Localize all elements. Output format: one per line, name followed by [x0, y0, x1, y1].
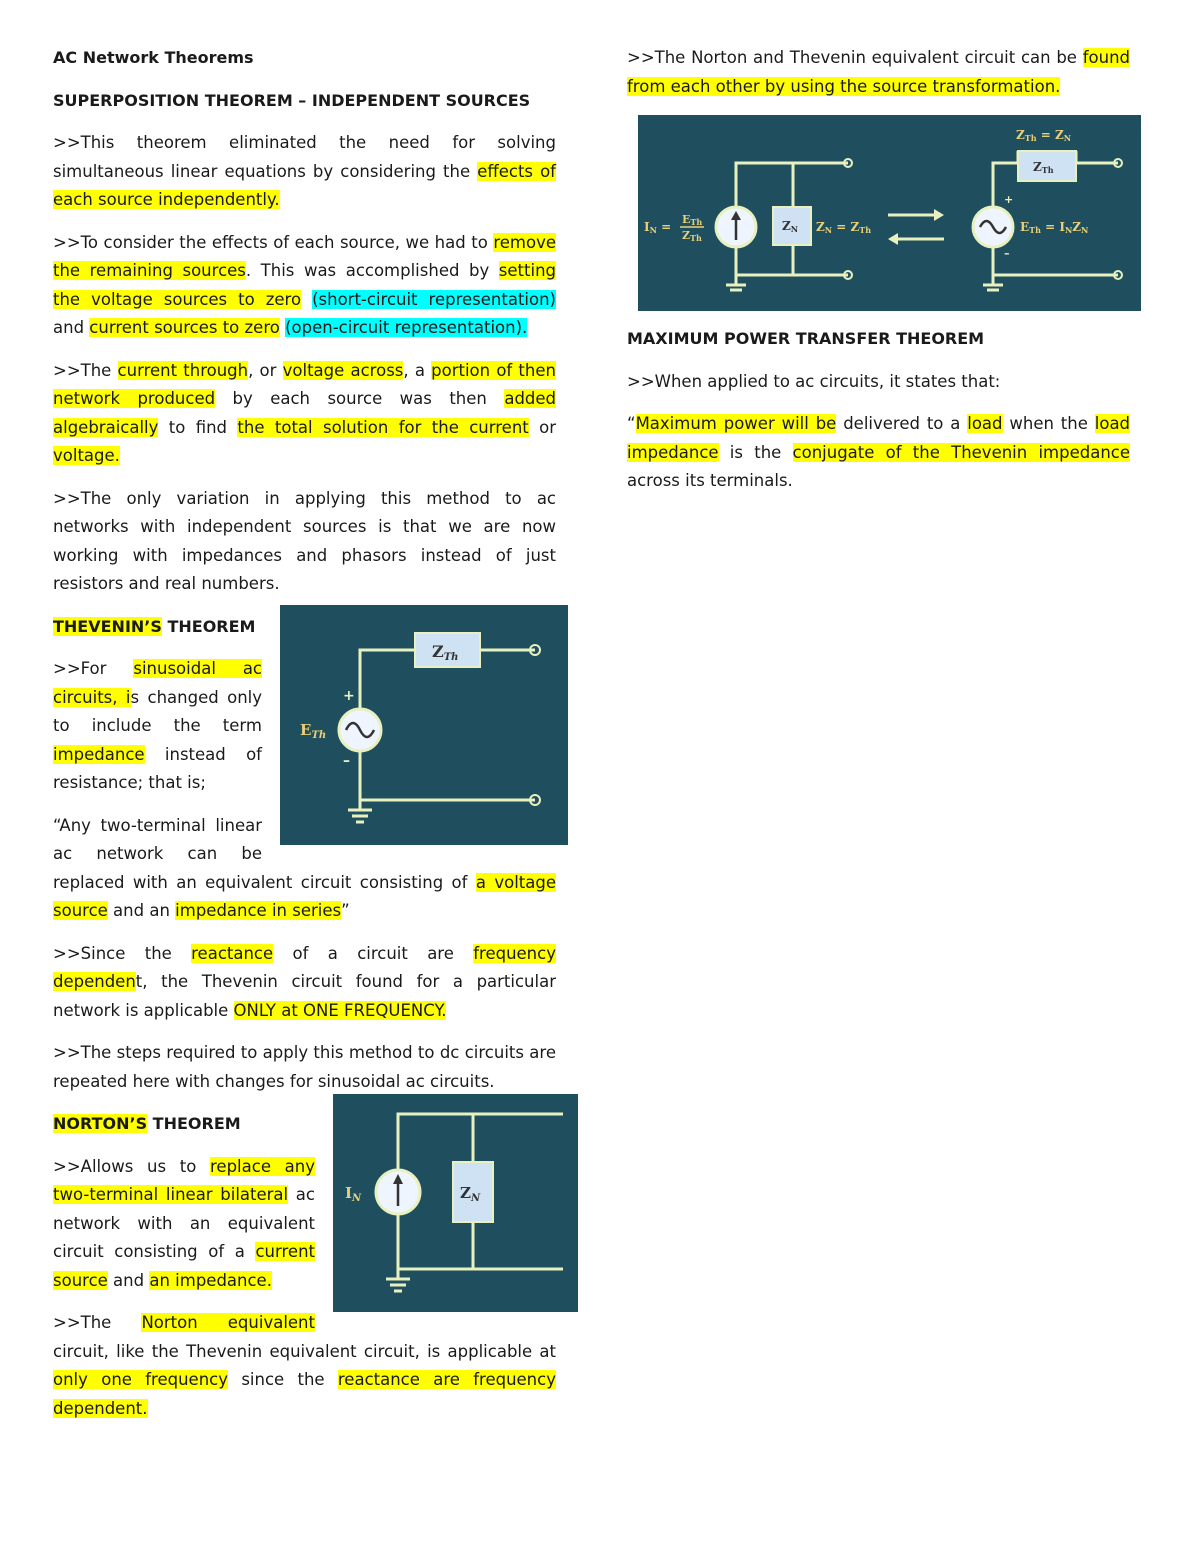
eth-label: $E_{Th}$ — [300, 720, 327, 741]
source-transformation-diagram — [638, 115, 1141, 311]
highlighted-text: NORTON’S — [53, 1114, 148, 1133]
svg-text:ETh: ETh — [682, 213, 703, 227]
text-run: and an — [107, 901, 176, 920]
document-title: AC Network Theorems — [53, 48, 254, 67]
superposition-paragraph-3 — [53, 357, 556, 471]
text-run: >>This theorem eliminated the need for solving simultaneous linear equations by considering the — [53, 133, 556, 181]
highlighted-text: an impedance. — [149, 1270, 272, 1290]
superposition-heading: SUPERPOSITION THEOREM – INDEPENDENT SOURCES — [53, 90, 531, 110]
highlighted-text: (open-circuit representation). — [285, 318, 528, 337]
zth-label: ZTh — [432, 641, 459, 663]
highlighted-text: only one frequency — [53, 1370, 228, 1389]
text-run: >>The — [53, 1313, 142, 1332]
minus-sign: – — [343, 752, 350, 769]
text-run: >>The steps required to apply this method to dc circuits are repeated here with changes for sinusoidal ac circuits. — [53, 1043, 556, 1091]
source-transform-paragraph — [627, 44, 1130, 101]
text-run — [301, 290, 312, 309]
max-power-paragraph-1 — [627, 368, 1130, 397]
left-column — [53, 44, 556, 1437]
text-run: or — [528, 417, 557, 437]
norton-paragraph-2 — [53, 1309, 556, 1423]
highlighted-text: added algebraically — [53, 389, 557, 437]
text-run: “Any two-terminal linear ac network can be replaced with an equivalent circuit consisting of — [53, 815, 476, 892]
highlighted-text: impedance in series — [175, 901, 342, 920]
highlighted-text: setting the voltage sources to zero — [53, 261, 556, 309]
text-run: >>The only variation in applying this method to ac networks with independent sources is that we are now working with impedances and phasors instead of just resistors and real numbers. — [53, 488, 556, 593]
thevenin-paragraph-3 — [53, 940, 556, 1026]
highlighted-text: load impedance — [627, 414, 1131, 462]
text-run: to find — [158, 417, 238, 437]
highlighted-text: effects of each source independently. — [53, 161, 556, 209]
zn-equals-zth-label: ZN = ZTh — [816, 220, 872, 235]
text-run: since the — [228, 1370, 338, 1389]
highlighted-text: current sources to zero — [89, 318, 280, 337]
text-run: . This was accomplished by — [245, 261, 499, 280]
highlighted-text: ONLY at ONE FREQUENCY. — [233, 1000, 447, 1020]
highlighted-text: impedance — [53, 744, 145, 764]
transform-arrows-icon — [888, 209, 944, 245]
highlighted-text: replace any two-terminal linear bilateral — [53, 1156, 315, 1204]
text-run: >>The — [53, 360, 118, 380]
highlighted-text: voltage. — [53, 446, 120, 465]
text-run: circuit, like the Thevenin equivalent circuit, is applicable at — [53, 1341, 556, 1361]
text-run: >>To consider the effects of each source, we had to — [53, 232, 494, 252]
text-run: and — [107, 1270, 150, 1290]
thevenin-section — [53, 613, 556, 1097]
text-run: “ — [627, 414, 636, 433]
norton-figure — [333, 1094, 578, 1312]
highlighted-text: Maximum power will be — [635, 414, 837, 433]
highlighted-text: load — [967, 414, 1003, 433]
text-run: >>Since the — [53, 943, 192, 963]
highlighted-text: sinusoidal ac circuits, i — [53, 659, 262, 707]
highlighted-text: frequency dependen — [53, 943, 556, 991]
text-run: THEOREM — [161, 616, 256, 636]
highlighted-text: conjugate of the Thevenin impedance — [792, 442, 1131, 462]
highlighted-text: Norton equivalent — [141, 1313, 315, 1332]
text-run: >>Allows us to — [53, 1156, 210, 1176]
highlighted-text: reactance — [191, 943, 274, 963]
thevenin-figure — [280, 605, 568, 845]
highlighted-text: found from each other by using the source transformation. — [627, 48, 1130, 96]
text-run: across its terminals. — [627, 471, 793, 490]
highlighted-text: THEVENIN’S — [53, 616, 162, 636]
text-run: instead of resistance; that is; — [53, 744, 262, 792]
text-run: , a — [403, 360, 432, 380]
norton-circuit-diagram — [333, 1094, 578, 1312]
text-run: s changed only to include the term — [53, 687, 262, 735]
highlighted-text: current source — [53, 1242, 315, 1290]
thevenin-paragraph-4 — [53, 1039, 556, 1096]
text-run: t, the Thevenin circuit found for a particular network is applicable — [53, 972, 556, 1020]
text-run: >>When applied to ac circuits, it states that: — [627, 371, 1001, 391]
text-run: ac network with an equivalent circuit consisting of a — [53, 1185, 315, 1261]
text-run: ” — [341, 901, 350, 920]
highlighted-text: voltage across — [282, 360, 404, 380]
text-run: >>For — [53, 659, 134, 678]
norton-section — [53, 1110, 556, 1423]
svg-text:ZN: ZN — [782, 219, 799, 234]
svg-text:ZTh: ZTh — [682, 229, 702, 243]
svg-text:+: + — [1004, 193, 1014, 206]
right-column — [627, 44, 1130, 510]
highlighted-text: portion of then network produced — [53, 360, 556, 408]
in-label: $I_N$ — [345, 1184, 362, 1204]
thevenin-circuit-diagram — [280, 605, 568, 845]
superposition-paragraph-2 — [53, 229, 556, 343]
text-run: is the — [718, 442, 793, 462]
superposition-paragraph-1 — [53, 129, 556, 215]
text-run: delivered to a — [836, 414, 968, 433]
text-run: , or — [248, 360, 283, 380]
max-power-paragraph-2 — [627, 410, 1130, 496]
source-transform-figure — [638, 115, 1141, 311]
plus-sign: + — [343, 687, 355, 704]
highlighted-text: current through — [117, 360, 249, 380]
svg-text:–: – — [1004, 247, 1010, 260]
highlighted-text: reactance are frequency dependent. — [53, 1370, 556, 1418]
superposition-paragraph-4 — [53, 485, 556, 599]
text-run: by each source was then — [215, 389, 505, 408]
text-run: and — [53, 318, 90, 337]
zn-label: $Z_N$ — [460, 1184, 481, 1204]
zn-box — [453, 1162, 493, 1222]
text-run: of a circuit are — [273, 943, 474, 963]
text-run: when the — [1002, 414, 1095, 433]
highlighted-text: the total solution for the current — [237, 417, 529, 437]
highlighted-text: remove the remaining sources — [53, 232, 556, 280]
zth-equals-zn-label: ZTh = ZN — [1016, 128, 1072, 143]
norton-source-equation: IN = — [644, 220, 672, 235]
eth-equals-label: ETh = INZN — [1020, 220, 1089, 235]
max-power-heading: MAXIMUM POWER TRANSFER THEOREM — [627, 329, 985, 348]
text-run: >>The Norton and Thevenin equivalent circuit can be — [627, 48, 1083, 67]
svg-text:ZTh: ZTh — [1033, 160, 1054, 175]
highlighted-text: (short-circuit representation) — [312, 289, 556, 309]
text-run: THEOREM — [147, 1114, 241, 1133]
highlighted-text: a voltage source — [53, 872, 556, 920]
